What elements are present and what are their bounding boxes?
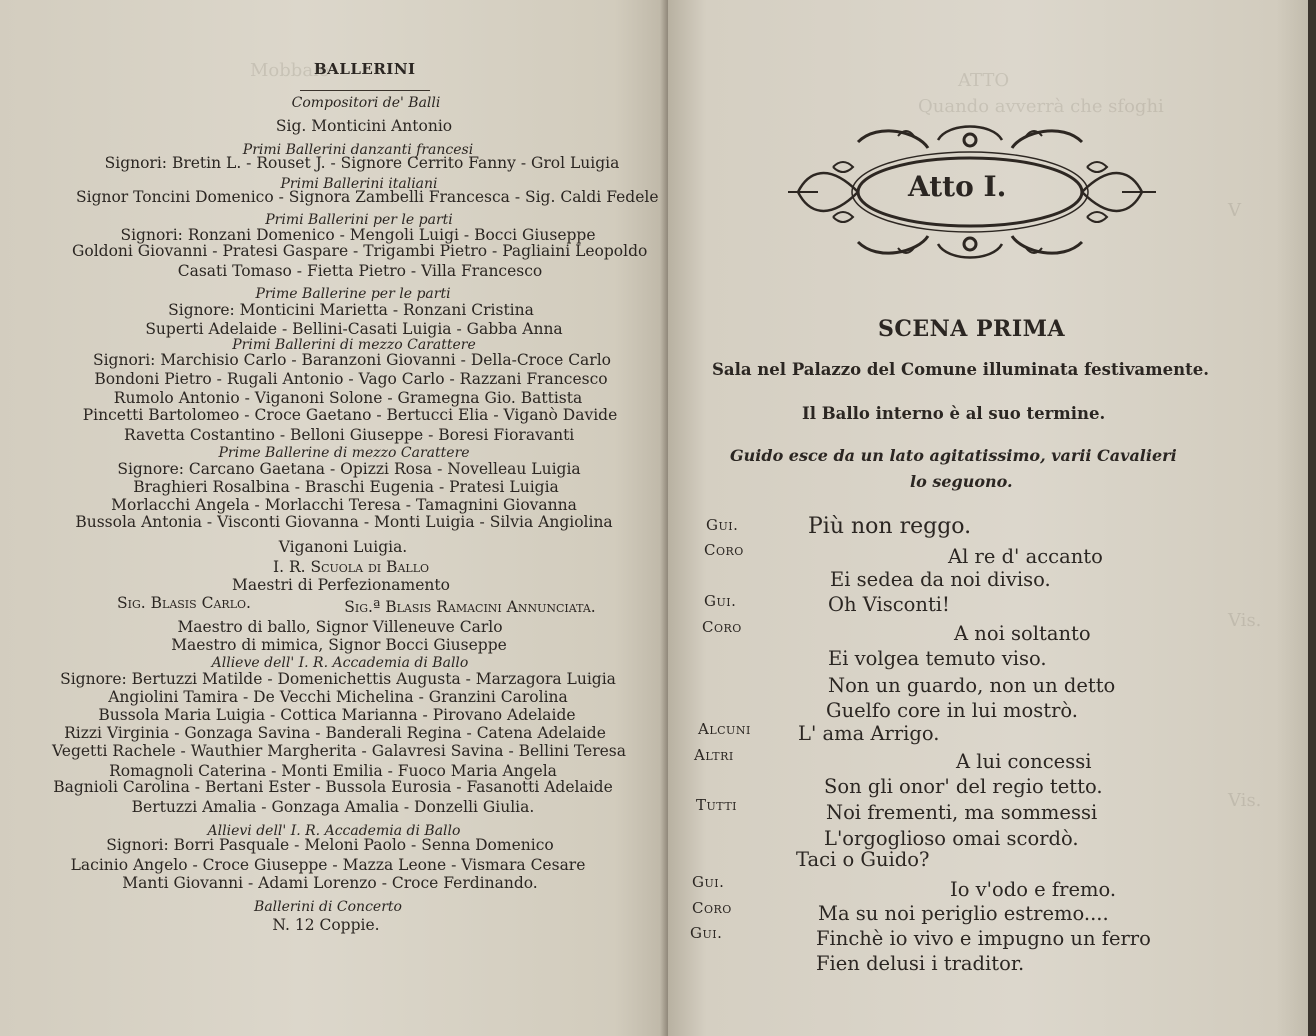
cast-line: Superti Adelaide - Bellini-Casati Luigia - Gabba Anna — [145, 320, 563, 338]
show-through-text: Vis. — [1228, 790, 1262, 811]
cast-line: Maestro di mimica, Signor Bocci Giuseppe — [171, 636, 507, 654]
act-title: Atto I. — [908, 170, 1007, 203]
cast-line: Signor Toncini Domenico - Signora Zambelli Francesca - Sig. Caldi Fedele — [76, 188, 659, 206]
section-heading: Primi Ballerini per le parti — [265, 212, 453, 228]
page-edge — [1308, 0, 1316, 1036]
verse-line: Guelfo core in lui mostrò. — [826, 699, 1079, 722]
show-through-text: V — [1228, 200, 1241, 221]
speaker-label: Gui. — [690, 924, 723, 942]
cast-line: Lacinio Angelo - Croce Giuseppe - Mazza Leone - Vismara Cesare — [70, 856, 586, 874]
cast-line: Bagnioli Carolina - Bertani Ester - Bussola Eurosia - Fasanotti Adelaide — [53, 778, 613, 796]
cast-line: Signore: Carcano Gaetana - Opizzi Rosa - Novelleau Luigia — [117, 460, 581, 478]
page-heading: BALLERINI — [314, 60, 416, 78]
speaker-label: Altri — [694, 746, 734, 764]
cast-line: Rizzi Virginia - Gonzaga Savina - Banderali Regina - Catena Adelaide — [64, 724, 606, 742]
cast-line: Viganoni Luigia. — [278, 538, 408, 556]
speaker-label: Gui. — [692, 873, 725, 891]
verse-line: Ei sedea da noi diviso. — [830, 568, 1051, 591]
cast-line: Braghieri Rosalbina - Braschi Eugenia - Pratesi Luigia — [133, 478, 559, 496]
cast-line: Maestro di ballo, Signor Villeneuve Carlo — [177, 618, 503, 636]
cast-line: Romagnoli Caterina - Monti Emilia - Fuoco Maria Angela — [109, 762, 557, 780]
cast-line: Signori: Borri Pasquale - Meloni Paolo - Senna Domenico — [106, 836, 554, 854]
stage-direction-entrance-cont: lo seguono. — [910, 472, 1013, 491]
show-through-text: Vis. — [1228, 610, 1262, 631]
cast-line: Bussola Antonia - Visconti Giovanna - Monti Luigia - Silvia Angiolina — [75, 513, 613, 531]
verse-line: Taci o Guido? — [796, 848, 930, 871]
speaker-label: Gui. — [706, 516, 739, 534]
cast-line: N. 12 Coppie. — [272, 916, 380, 934]
cast-line: Signore: Monticini Marietta - Ronzani Cristina — [168, 301, 534, 319]
stage-direction-ball: Il Ballo interno è al suo termine. — [802, 404, 1106, 423]
cast-line: Goldoni Giovanni - Pratesi Gaspare - Trigambi Pietro - Pagliaini Leopoldo — [72, 242, 648, 260]
section-heading: Ballerini di Concerto — [254, 899, 402, 915]
cast-line: Pincetti Bartolomeo - Croce Gaetano - Bertucci Elia - Viganò Davide — [82, 406, 618, 424]
section-heading: Compositori de' Balli — [291, 95, 441, 111]
section-heading: Prime Ballerine per le parti — [255, 286, 451, 302]
stage-direction-entrance: Guido esce da un lato agitatissimo, varii Cavalieri — [730, 446, 1177, 465]
cast-line: Maestri di Perfezionamento — [232, 576, 450, 594]
verse-line: Ei volgea temuto viso. — [828, 647, 1047, 670]
cast-line: Angiolini Tamira - De Vecchi Michelina - Granzini Carolina — [108, 688, 568, 706]
cast-line: Morlacchi Angela - Morlacchi Teresa - Tamagnini Giovanna — [111, 496, 577, 514]
speaker-label: Tutti — [696, 796, 737, 814]
cast-line: Casati Tomaso - Fietta Pietro - Villa Francesco — [177, 262, 543, 280]
verse-line: Son gli onor' del regio tetto. — [824, 775, 1103, 798]
cast-line: Vegetti Rachele - Wauthier Margherita - Galavresi Savina - Bellini Teresa — [52, 742, 626, 760]
cast-line: Bondoni Pietro - Rugali Antonio - Vago Carlo - Razzani Francesco — [94, 370, 608, 388]
cast-line: Bertuzzi Amalia - Gonzaga Amalia - Donzelli Giulia. — [131, 798, 535, 816]
verse-line: L'orgoglioso omai scordò. — [824, 827, 1079, 850]
verse-line: Fien delusi i traditor. — [816, 952, 1025, 975]
speaker-label: Alcuni — [698, 720, 751, 738]
section-heading: Allieve dell' I. R. Accademia di Ballo — [211, 655, 469, 671]
speaker-label: Gui. — [704, 592, 737, 610]
cast-line: Signore: Bertuzzi Matilde - Domenichettis Augusta - Marzagora Luigia — [60, 670, 616, 688]
cast-line: Ravetta Costantino - Belloni Giuseppe - Boresi Fioravanti — [124, 426, 575, 444]
cast-line: I. R. Scuola di Ballo — [272, 558, 430, 576]
verse-line: Io v'odo e fremo. — [950, 878, 1117, 901]
speaker-label: Coro — [692, 899, 732, 917]
verse-line: Non un guardo, non un detto — [828, 674, 1116, 697]
verse-line: Oh Visconti! — [828, 593, 950, 616]
scene-title: SCENA PRIMA — [878, 316, 1066, 342]
section-heading: Allievi dell' I. R. Accademia di Ballo — [207, 823, 461, 839]
verse-line: L' ama Arrigo. — [798, 722, 940, 745]
section-heading: Primi Ballerini italiani — [280, 176, 438, 192]
verse-line: Finchè io vivo e impugno un ferro — [816, 927, 1151, 950]
show-through-text: Quando avverrà che sfoghi — [918, 96, 1164, 117]
cast-line: Sig.ª Blasis Ramacini Annunciata. — [344, 598, 596, 616]
verse-line: A noi soltanto — [954, 622, 1091, 645]
heading-rule — [300, 90, 430, 91]
verse-line: Ma su noi periglio estremo.... — [818, 902, 1109, 925]
cast-line: Sig. Blasis Carlo. — [117, 594, 251, 612]
section-heading: Primi Ballerini danzanti francesi — [242, 142, 474, 158]
cast-line: Sig. Monticini Antonio — [275, 117, 453, 135]
verse-line: Più non reggo. — [808, 514, 972, 539]
verse-line: Noi frementi, ma sommessi — [826, 801, 1098, 824]
cast-line: Signori: Bretin L. - Rouset J. - Signore Cerrito Fanny - Grol Luigia — [104, 154, 620, 172]
verse-line: A lui concessi — [956, 750, 1092, 773]
show-through-text: Mobbalo — [250, 60, 330, 81]
cast-line: Signori: Marchisio Carlo - Baranzoni Giovanni - Della-Croce Carlo — [92, 351, 612, 369]
cast-line: Signori: Ronzani Domenico - Mengoli Luigi - Bocci Giuseppe — [120, 226, 596, 244]
cast-line: Manti Giovanni - Adami Lorenzo - Croce Ferdinando. — [122, 874, 538, 892]
speaker-label: Coro — [702, 618, 742, 636]
section-heading: Prime Ballerine di mezzo Carattere — [218, 445, 470, 461]
show-through-text: ATTO — [958, 70, 1010, 91]
cast-line: Bussola Maria Luigia - Cottica Marianna - Pirovano Adelaide — [98, 706, 576, 724]
cast-line: Rumolo Antonio - Viganoni Solone - Gramegna Gio. Battista — [113, 389, 583, 407]
verse-line: Al re d' accanto — [948, 545, 1103, 568]
section-heading: Primi Ballerini di mezzo Carattere — [232, 337, 476, 353]
stage-direction-setting: Sala nel Palazzo del Comune illuminata festivamente. — [712, 360, 1209, 379]
speaker-label: Coro — [704, 541, 744, 559]
